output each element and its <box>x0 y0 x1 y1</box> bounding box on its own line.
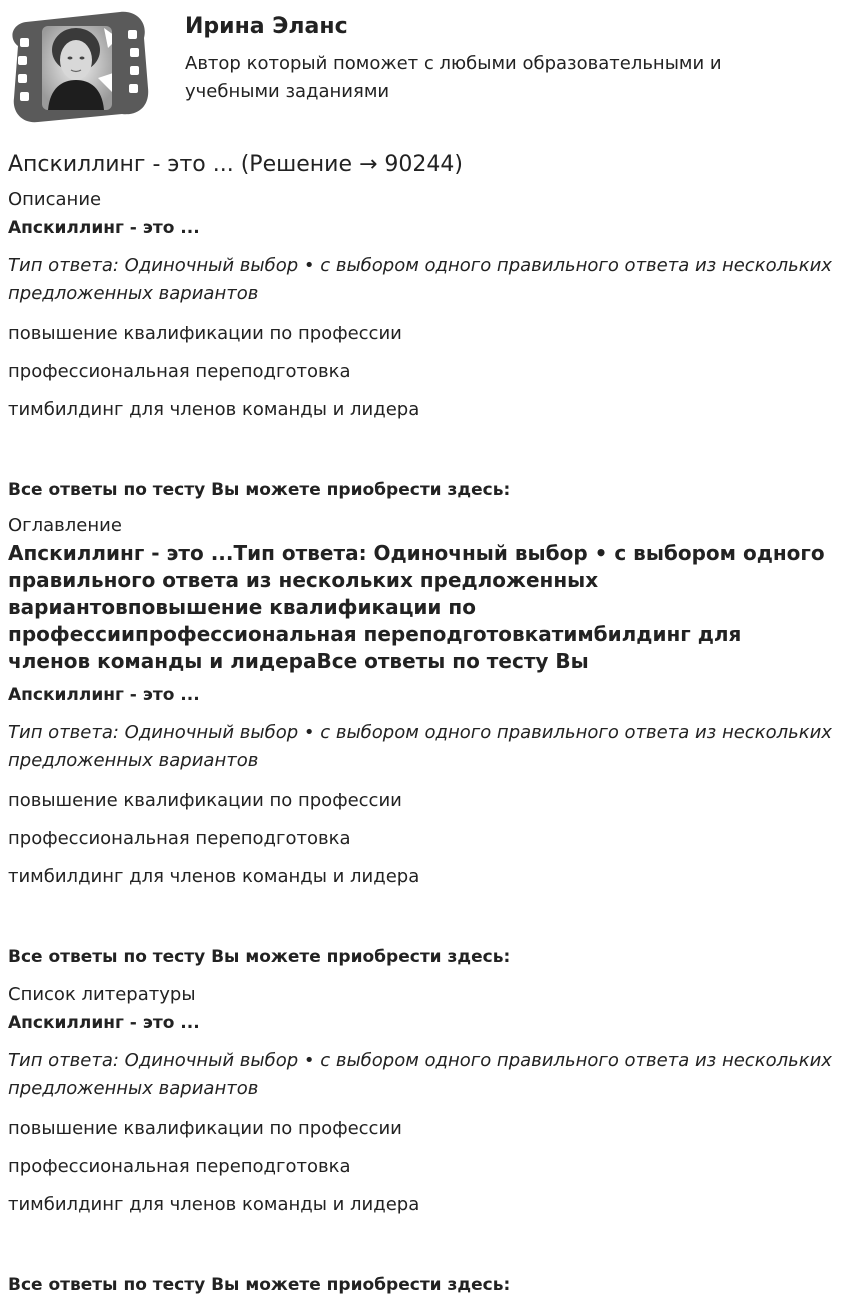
option-item: профессиональная переподготовка <box>8 1156 351 1177</box>
toc-label: Оглавление <box>8 515 122 536</box>
answer-type: Тип ответа: Одиночный выбор • с выбором одного правильного ответа из нескольких предложенных вариантов <box>8 722 832 771</box>
film-frame-portrait-icon <box>8 8 150 126</box>
option-item: повышение квалификации по профессии <box>8 323 402 344</box>
description-label: Описание <box>8 189 102 210</box>
toc-summary: Апскиллинг - это ...Тип ответа: Одиночный выбор • с выбором одного правильного ответа из нескольких предложенных вариантовповышение квалификации по профессиипрофессиональная переподготовкатимбилдинг для членов команды и лидераВсе ответы по тесту Вы <box>8 541 825 673</box>
option-item: тимбилдинг для членов команды и лидера <box>8 866 420 887</box>
option-item: повышение квалификации по профессии <box>8 790 402 811</box>
option-item: повышение квалификации по профессии <box>8 1118 402 1139</box>
spacer <box>8 422 838 462</box>
page-title: Апскиллинг - это ... (Решение → 90244) <box>8 152 463 177</box>
toc-section <box>8 514 838 969</box>
author-name: Ирина Эланс <box>185 14 348 39</box>
spacer <box>8 1217 838 1257</box>
answer-type: Тип ответа: Одиночный выбор • с выбором одного правильного ответа из нескольких предложенных вариантов <box>8 1050 832 1099</box>
answer-type: Тип ответа: Одиночный выбор • с выбором одного правильного ответа из нескольких предложенных вариантов <box>8 255 832 304</box>
buy-note: Все ответы по тесту Вы можете приобрести здесь: <box>8 1275 511 1295</box>
option-item: тимбилдинг для членов команды и лидера <box>8 1194 420 1215</box>
spacer <box>8 889 838 929</box>
description-section <box>8 188 838 502</box>
page <box>8 8 838 1297</box>
question-text: Апскиллинг - это ... <box>8 218 200 238</box>
option-item: тимбилдинг для членов команды и лидера <box>8 399 420 420</box>
literature-label: Список литературы <box>8 984 196 1005</box>
buy-note: Все ответы по тесту Вы можете приобрести здесь: <box>8 947 511 967</box>
literature-section <box>8 983 838 1297</box>
author-card <box>8 8 838 128</box>
buy-note: Все ответы по тесту Вы можете приобрести здесь: <box>8 480 511 500</box>
author-description: Автор который поможет с любыми образовательными и учебными заданиями <box>185 53 722 102</box>
option-item: профессиональная переподготовка <box>8 828 351 849</box>
option-item: профессиональная переподготовка <box>8 361 351 382</box>
question-text: Апскиллинг - это ... <box>8 1013 200 1033</box>
question-text: Апскиллинг - это ... <box>8 685 200 705</box>
